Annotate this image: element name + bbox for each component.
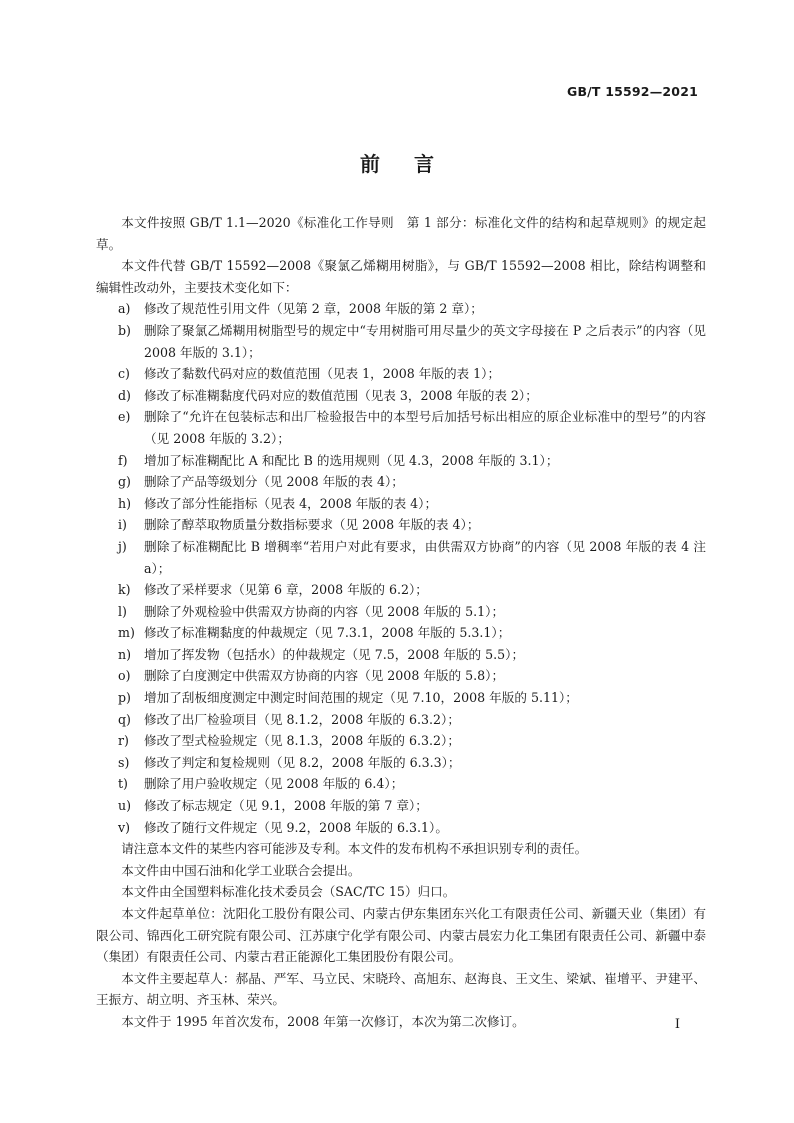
drafters: 本文件主要起草人：郝晶、严军、马立民、宋晓玲、高旭东、赵海良、王文生、梁斌、崔增平、尹建平、王振方、胡立明、齐玉林、荣兴。 (96, 970, 706, 1008)
list-item-text: 删除了标准糊配比 B 增稠率“若用户对此有要求，由供需双方协商”的内容（见 2008 年版的表 4 注 a）； (144, 538, 706, 576)
list-item (96, 644, 706, 666)
intro-paragraph: 本文件按照 GB/T 1.1—2020《标准化工作导则 第 1 部分：标准化文件的结构和起草规则》的规定起草。 (96, 215, 706, 252)
list-item-text: 修改了标准糊黏度的仲裁规定（见 7.3.1，2008 年版的 5.3.1）； (144, 625, 511, 641)
list-marker: k) (118, 582, 131, 598)
list-marker: n) (118, 646, 132, 662)
list-item (96, 536, 706, 579)
list-item-text: 修改了标志规定（见 9.1，2008 年版的第 7 章）； (144, 798, 428, 814)
list-item (96, 363, 706, 385)
list-marker: r) (118, 733, 129, 749)
list-item-text: 删除了外观检验中供需双方协商的内容（见 2008 年版的 5.1）； (144, 603, 505, 619)
list-item-text: 增加了刮板细度测定中测定时间范围的规定（见 7.10，2008 年版的 5.11）； (144, 690, 578, 706)
list-item (96, 450, 706, 472)
list-marker: h) (118, 495, 132, 511)
list-item (96, 298, 706, 320)
list-item (96, 730, 706, 752)
list-item (96, 406, 706, 449)
drafting-units: 本文件起草单位：沈阳化工股份有限公司、内蒙古伊东集团东兴化工有限责任公司、新疆天业（集团）有限公司、锦西化工研究院有限公司、江苏康宁化学有限公司、内蒙古晨宏力化工集团有限责任公司、新疆中泰（集团）有限责任公司、内蒙古君正能源化工集团股份有限公司。 (96, 906, 706, 965)
list-marker: u) (118, 798, 132, 814)
list-marker: j) (118, 538, 127, 554)
list-marker: m) (118, 625, 135, 641)
publication-history: 本文件于 1995 年首次发布，2008 年第一次修订，本次为第二次修订。 (121, 1013, 525, 1029)
list-marker: p) (118, 690, 131, 706)
list-item-text: 修改了部分性能指标（见表 4，2008 年版的表 4）； (144, 495, 438, 511)
list-marker: a) (118, 301, 131, 317)
patent-notice: 请注意本文件的某些内容可能涉及专利。本文件的发布机构不承担识别专利的责任。 (121, 841, 588, 857)
list-item-text: 修改了随行文件规定（见 9.2，2008 年版的 6.3.1）。 (144, 819, 448, 835)
list-item (96, 385, 706, 407)
list-item (96, 687, 706, 709)
list-item-text: 修改了黏数代码对应的数值范围（见表 1，2008 年版的表 1）； (144, 366, 501, 382)
list-item (96, 514, 706, 536)
page-title: 前言 (360, 152, 468, 176)
list-item-text: 删除了“允许在包装标志和出厂检验报告中的本型号后加括号标出相应的原企业标准中的型号”的内容（见 2008 年版的 3.2）； (144, 409, 706, 446)
list-item (96, 795, 706, 817)
list-item-text: 增加了挥发物（包括水）的仲裁规定（见 7.5，2008 年版的 5.5）； (144, 646, 525, 662)
list-item (96, 665, 706, 687)
list-marker: f) (118, 452, 128, 468)
standard-code: GB/T 15592—2021 (566, 84, 698, 99)
list-item-text: 删除了白度测定中供需双方协商的内容（见 2008 年版的 5.8）； (144, 668, 505, 684)
list-item-text: 删除了产品等级划分（见 2008 年版的表 4）； (144, 474, 404, 490)
list-marker: c) (118, 366, 130, 382)
list-marker: o) (118, 668, 131, 684)
list-item (96, 471, 706, 493)
list-item-text: 删除了用户验收规定（见 2008 年版的 6.4）； (144, 776, 404, 792)
list-item (96, 493, 706, 515)
list-item-text: 修改了出厂检验项目（见 8.1.2，2008 年版的 6.3.2）； (144, 711, 460, 727)
list-item-text: 修改了规范性引用文件（见第 2 章，2008 年版的第 2 章）； (144, 301, 483, 317)
list-marker: i) (118, 517, 127, 533)
list-marker: t) (118, 776, 128, 792)
changes-list (96, 298, 706, 838)
list-item (96, 752, 706, 774)
list-item-text: 删除了醇萃取物质量分数指标要求（见 2008 年版的表 4）； (144, 517, 480, 533)
list-marker: e) (118, 409, 131, 425)
list-item (96, 773, 706, 795)
list-marker: q) (118, 711, 131, 727)
intro-paragraph: 本文件代替 GB/T 15592—2008《聚氯乙烯糊用树脂》，与 GB/T 15592—2008 相比，除结构调整和编辑性改动外，主要技术变化如下： (96, 258, 706, 295)
list-marker: v) (118, 819, 131, 835)
list-item (96, 817, 706, 839)
list-item-text: 修改了标准糊黏度代码对应的数值范围（见表 3，2008 年版的表 2）； (144, 387, 538, 403)
list-item (96, 709, 706, 731)
list-marker: g) (118, 474, 131, 490)
list-item-text: 修改了型式检验规定（见 8.1.3，2008 年版的 6.3.2）； (144, 733, 460, 749)
list-item (96, 622, 706, 644)
proposer-statement: 本文件由中国石油和化学工业联合会提出。 (121, 862, 361, 878)
list-marker: d) (118, 387, 131, 403)
list-item-text: 增加了标准糊配比 A 和配比 B 的选用规则（见 4.3，2008 年版的 3.1）； (144, 452, 559, 468)
committee-statement: 本文件由全国塑料标准化技术委员会（SAC/TC 15）归口。 (121, 884, 456, 900)
list-item (96, 601, 706, 623)
list-item-text: 修改了采样要求（见第 6 章，2008 年版的 6.2）； (144, 582, 428, 598)
list-item-text: 删除了聚氯乙烯糊用树脂型号的规定中“专用树脂可用尽量少的英文字母接在 P 之后表示”的内容（见 2008 年版的 3.1）； (144, 322, 706, 360)
list-marker: b) (118, 322, 131, 338)
page-number: I (674, 1017, 680, 1032)
list-marker: s) (118, 754, 130, 770)
foreword-body (96, 212, 706, 1033)
list-item (96, 579, 706, 601)
list-item (96, 320, 706, 363)
list-marker: l) (118, 603, 127, 619)
list-item-text: 修改了判定和复检规则（见 8.2，2008 年版的 6.3.3）； (144, 754, 461, 770)
